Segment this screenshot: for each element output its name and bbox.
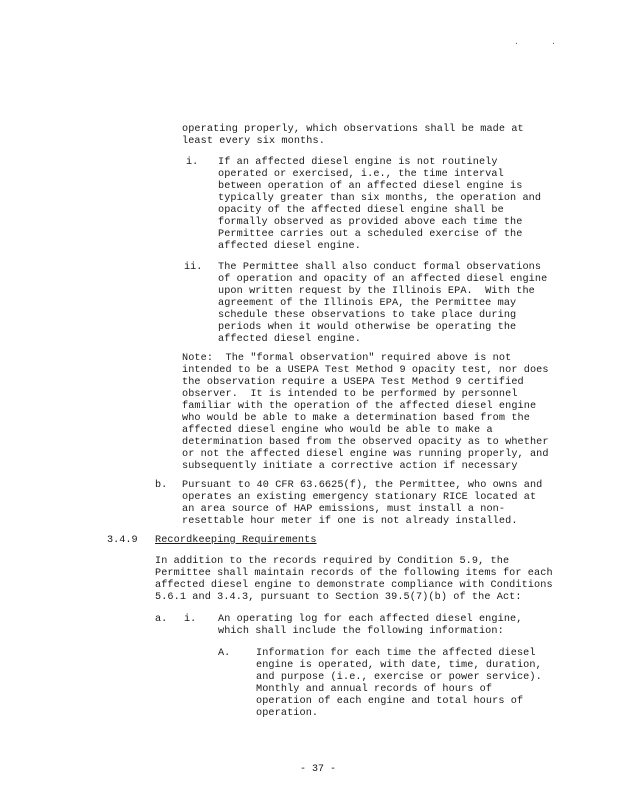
item-label: A. <box>218 648 231 659</box>
text-line: operates an existing emergency stationary RICE located at <box>182 492 537 503</box>
item-label: b. <box>155 480 168 491</box>
item-label: i. <box>186 157 199 168</box>
text-line: The Permittee shall also conduct formal observations <box>218 262 542 273</box>
item-label: a. <box>155 614 168 625</box>
text-line: Permittee shall maintain records of the following items for each <box>155 568 553 579</box>
text-line: an area source of HAP emissions, must install a non- <box>182 504 506 515</box>
text-line: affected diesel engine. <box>218 241 361 252</box>
text-line: between operation of an affected diesel engine is <box>218 181 523 192</box>
text-line: affected diesel engine. <box>218 334 361 345</box>
corner-mark: . <box>514 38 519 47</box>
section-number: 3.4.9 <box>107 535 138 546</box>
text-line: typically greater than six months, the operation and <box>218 193 542 204</box>
text-line: affected diesel engine who would be able to make a <box>182 425 493 436</box>
corner-mark: . <box>551 38 556 47</box>
text-line: An operating log for each affected diesel engine, <box>218 614 523 625</box>
text-line: familiar with the operation of the affected diesel engine <box>182 401 537 412</box>
text-line: resettable hour meter if one is not already installed. <box>182 516 518 527</box>
text-line: operating properly, which observations shall be made at <box>182 124 524 135</box>
text-line: 5.6.1 and 3.4.3, pursuant to Section 39.5(7)(b) of the Act: <box>155 592 522 603</box>
text-line: and purpose (i.e., exercise or power service). <box>256 672 542 683</box>
text-line: the observation require a USEPA Test Method 9 certified <box>182 377 524 388</box>
section-heading: Recordkeeping Requirements <box>155 535 317 546</box>
text-line: which shall include the following information: <box>218 626 504 637</box>
text-line: of operation and opacity of an affected diesel engine <box>218 274 548 285</box>
text-line: least every six months. <box>182 136 325 147</box>
item-label: i. <box>184 614 197 625</box>
text-line: intended to be a USEPA Test Method 9 opacity test, nor does <box>182 365 549 376</box>
text-line: opacity of the affected diesel engine shall be <box>218 205 504 216</box>
text-line: schedule these observations to take place during <box>218 310 517 321</box>
text-line: In addition to the records required by Condition 5.9, the <box>155 556 510 567</box>
text-line: If an affected diesel engine is not routinely <box>218 157 498 168</box>
text-line: periods when it would otherwise be operating the <box>218 322 517 333</box>
text-line: upon written request by the Illinois EPA. With the <box>218 286 535 297</box>
text-line: determination based from the observed opacity as to whether <box>182 437 549 448</box>
text-line: operation. <box>256 708 319 719</box>
text-line: subsequently initiate a corrective action if necessary <box>182 461 518 472</box>
text-line: Information for each time the affected diesel <box>256 648 536 659</box>
text-line: Note: The "formal observation" required above is not <box>182 353 512 364</box>
text-line: Permittee carries out a scheduled exercise of the <box>218 229 523 240</box>
text-line: operated or exercised, i.e., the time interval <box>218 169 504 180</box>
text-line: Monthly and annual records of hours of <box>256 684 493 695</box>
text-line: who would be able to make a determination based from the <box>182 413 530 424</box>
text-line: or not the affected diesel engine was running properly, and <box>182 449 549 460</box>
text-line: Pursuant to 40 CFR 63.6625(f), the Permittee, who owns and <box>182 480 543 491</box>
text-line: agreement of the Illinois EPA, the Permittee may <box>218 298 517 309</box>
item-label: ii. <box>184 262 203 273</box>
text-line: affected diesel engine to demonstrate compliance with Conditions <box>155 580 553 591</box>
text-line: engine is operated, with date, time, duration, <box>256 660 542 671</box>
page-number: - 37 - <box>300 764 337 775</box>
text-line: observer. It is intended to be performed by personnel <box>182 389 518 400</box>
text-line: operation of each engine and total hours of <box>256 696 524 707</box>
text-line: formally observed as provided above each time the <box>218 217 523 228</box>
